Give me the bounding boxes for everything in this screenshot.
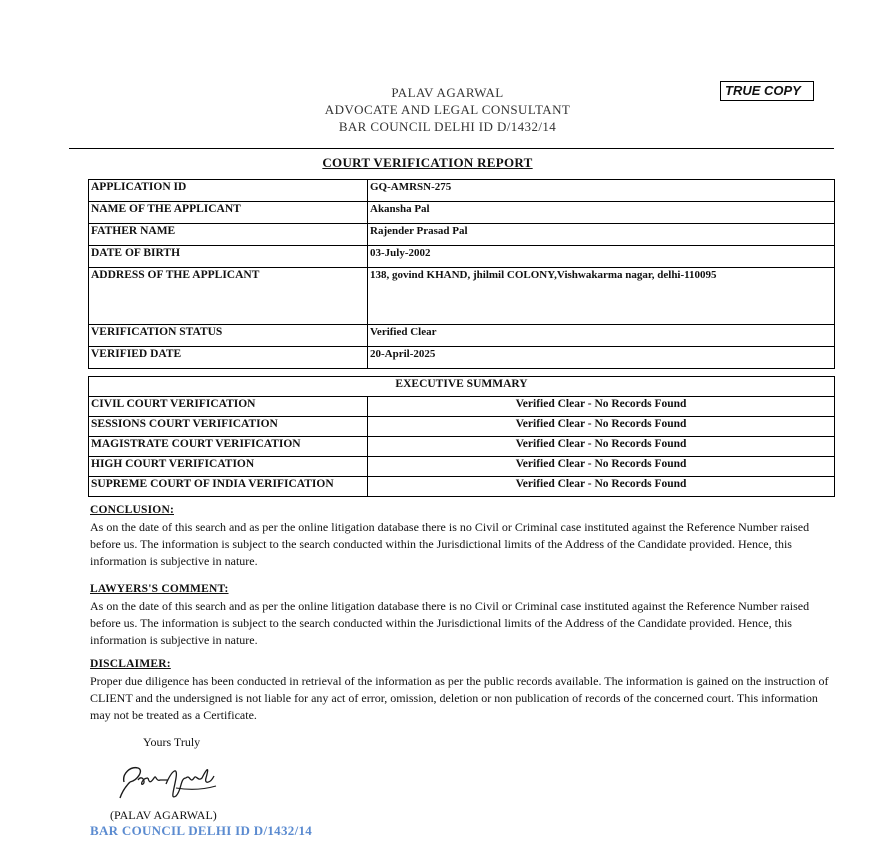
detail-value: Verified Clear bbox=[368, 325, 835, 347]
advocate-name: PALAV AGARWAL bbox=[391, 85, 504, 100]
table-row bbox=[89, 437, 835, 457]
summary-label: HIGH COURT VERIFICATION bbox=[89, 457, 368, 477]
detail-value: Rajender Prasad Pal bbox=[368, 224, 835, 246]
header-divider bbox=[69, 148, 834, 149]
detail-value: 138, govind KHAND, jhilmil COLONY,Vishwakarma nagar, delhi-110095 bbox=[368, 268, 835, 325]
summary-label: SUPREME COURT OF INDIA VERIFICATION bbox=[89, 477, 368, 497]
summary-result: Verified Clear - No Records Found bbox=[368, 417, 835, 437]
conclusion-heading: CONCLUSION: bbox=[90, 504, 174, 516]
applicant-details-table bbox=[88, 179, 835, 369]
true-copy-stamp: TRUE COPY bbox=[720, 81, 814, 101]
summary-result: Verified Clear - No Records Found bbox=[368, 457, 835, 477]
closing-salutation: Yours Truly bbox=[143, 735, 201, 749]
advocate-profession: ADVOCATE AND LEGAL CONSULTANT bbox=[324, 102, 571, 117]
lawyers-comment-text: As on the date of this search and as per the online litigation database there is no Civil or Criminal case instituted against the Reference Number raised before us. The information is subject to the search conducted within the Jurisdictional limits of the Address of the Candidate provided. Hence, this information is subjective in nature. bbox=[90, 599, 810, 647]
summary-label: SESSIONS COURT VERIFICATION bbox=[89, 417, 368, 437]
lawyers-comment-section bbox=[90, 581, 830, 649]
table-row bbox=[89, 180, 835, 202]
detail-label: FATHER NAME bbox=[89, 224, 368, 246]
detail-label: DATE OF BIRTH bbox=[89, 246, 368, 268]
executive-summary-table bbox=[88, 376, 835, 497]
table-row bbox=[89, 246, 835, 268]
detail-value: GQ-AMRSN-275 bbox=[368, 180, 835, 202]
detail-value: 20-April-2025 bbox=[368, 347, 835, 369]
signatory-name: (PALAV AGARWAL) bbox=[110, 808, 217, 822]
summary-label: MAGISTRATE COURT VERIFICATION bbox=[89, 437, 368, 457]
detail-value: 03-July-2002 bbox=[368, 246, 835, 268]
table-row bbox=[89, 268, 835, 325]
summary-result: Verified Clear - No Records Found bbox=[368, 477, 835, 497]
signatory-bar-id: BAR COUNCIL DELHI ID D/1432/14 bbox=[90, 823, 313, 838]
conclusion-section bbox=[90, 502, 830, 570]
disclaimer-text: Proper due diligence has been conducted in retrieval of the information as per the public records available. The information is gained on the instruction of CLIENT and the undersigned is not liable for any act of error, omission, deletion or non publication of records of the concerned court. This information may not be treated as a Certificate. bbox=[90, 674, 829, 722]
conclusion-text: As on the date of this search and as per the online litigation database there is no Civil or Criminal case instituted against the Reference Number raised before us. The information is subject to the search conducted within the Jurisdictional limits of the Address of the Candidate provided. Hence, this information is subjective in nature. bbox=[90, 520, 810, 568]
table-row bbox=[89, 417, 835, 437]
report-title: COURT VERIFICATION REPORT bbox=[322, 155, 533, 170]
summary-result: Verified Clear - No Records Found bbox=[368, 397, 835, 417]
advocate-bar-id: BAR COUNCIL DELHI ID D/1432/14 bbox=[338, 119, 557, 134]
detail-label: ADDRESS OF THE APPLICANT bbox=[89, 268, 368, 325]
table-header-row bbox=[89, 377, 835, 397]
detail-label: VERIFICATION STATUS bbox=[89, 325, 368, 347]
lawyers-comment-heading: LAWYERS'S COMMENT: bbox=[90, 583, 229, 595]
detail-label: APPLICATION ID bbox=[89, 180, 368, 202]
table-row bbox=[89, 347, 835, 369]
disclaimer-section bbox=[90, 656, 830, 724]
table-row bbox=[89, 397, 835, 417]
table-row bbox=[89, 457, 835, 477]
summary-heading: EXECUTIVE SUMMARY bbox=[89, 377, 835, 397]
detail-label: VERIFIED DATE bbox=[89, 347, 368, 369]
summary-label: CIVIL COURT VERIFICATION bbox=[89, 397, 368, 417]
disclaimer-heading: DISCLAIMER: bbox=[90, 658, 171, 670]
table-row bbox=[89, 224, 835, 246]
detail-value: Akansha Pal bbox=[368, 202, 835, 224]
table-row bbox=[89, 477, 835, 497]
table-row bbox=[89, 325, 835, 347]
summary-result: Verified Clear - No Records Found bbox=[368, 437, 835, 457]
table-row bbox=[89, 202, 835, 224]
signature-image bbox=[116, 756, 221, 804]
detail-label: NAME OF THE APPLICANT bbox=[89, 202, 368, 224]
